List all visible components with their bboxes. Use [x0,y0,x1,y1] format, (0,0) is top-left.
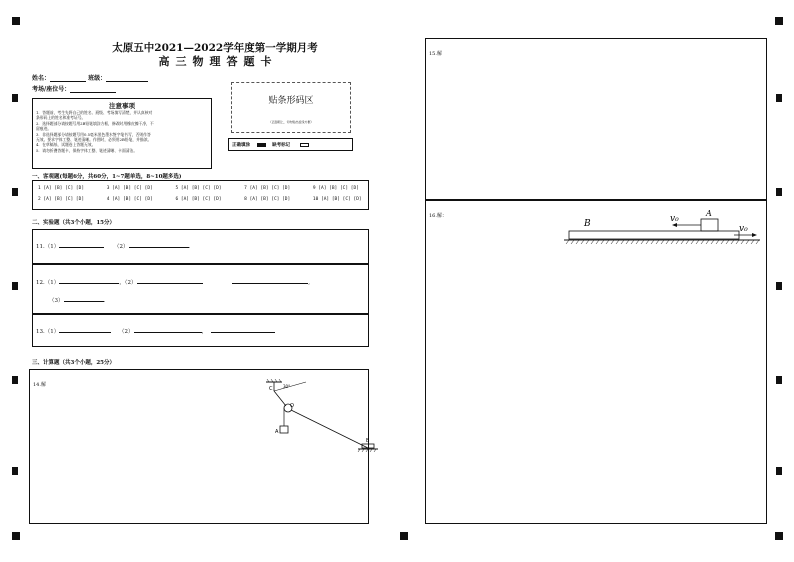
timing-mark [12,94,18,102]
ground-hatch [691,240,694,244]
choice-q3[interactable]: 3 [A] [B] [C] [D] [106,186,153,191]
choice-q10[interactable]: 10 [A] [B] [C] [D] [312,197,362,202]
ground-hatch [681,240,684,244]
corner-mark-mid-left [400,532,408,540]
ground-hatch [741,240,744,244]
timing-mark [12,282,18,290]
choice-box [32,180,369,210]
q12-end: , [308,280,310,286]
q16-label: 16.解： [429,213,447,219]
class-label: 班级： [88,75,107,82]
card-subtitle: 高三物理答题卡 [158,55,278,68]
q13-sep: ， [201,329,208,335]
corner-mark-br [775,532,783,540]
corner-mark-tl [12,17,20,25]
ground-hatch [711,240,714,244]
ground-hatch [616,240,619,244]
corner-mark-bl [12,532,20,540]
notice-line: 4．在草稿纸、试题卷上答题无效。 [36,142,96,148]
q13-answer-2[interactable] [134,328,202,333]
barcode-note: （正面朝上，切勿贴出虚线方框） [268,120,314,124]
notice-box [32,98,212,169]
q12-answer-2[interactable] [137,279,203,284]
q14-answer-box[interactable] [29,369,369,524]
ground-hatch [596,240,599,244]
exam-title: 太原五中2021—2022学年度第一学期月考 [112,42,318,54]
q12-answer-4[interactable] [64,297,104,302]
q15-answer-box[interactable] [425,38,767,200]
lab-q13-box [32,314,369,347]
lab-section-title: 二、实验题（共3个小题，15分） [32,220,115,226]
q13-label-1: 13.（1） [36,329,60,335]
ground-hatch [651,240,654,244]
q11-answer-1[interactable] [59,243,104,248]
ground-hatch [701,240,704,244]
ground-hatch [716,240,719,244]
choice-q5[interactable]: 5 [A] [B] [C] [D] [175,186,222,191]
ground-hatch [601,240,604,244]
ground-hatch [621,240,624,244]
notice-line: 2．选择题部分请按题号用2B铅笔填涂方框，修改时用橡皮擦干净，不 [36,120,154,126]
q11-label-2: （2） [114,244,129,250]
fig14-c: C [269,386,273,392]
q11-answer-2[interactable] [129,243,189,248]
exam-seat-field[interactable] [32,84,116,93]
q12-label-3: （3） [49,298,64,304]
lab-q12-box [32,264,369,314]
fig14-a: A [275,429,279,435]
timing-mark [12,188,18,196]
name-label: 姓名： [32,75,51,82]
notice-line: 留痕迹。 [36,126,52,132]
fig16-v-left: v₀ [670,214,679,224]
ground-hatch [646,240,649,244]
choice-q2[interactable]: 2 [A] [B] [C] [D] [38,197,85,202]
ground-hatch [611,240,614,244]
ground-hatch [746,240,749,244]
q12-label-2: ，（2） [119,280,137,286]
choice-q6[interactable]: 6 [A] [B] [C] [D] [175,197,222,202]
q12-answer-1[interactable] [59,279,119,284]
fig16-a: A [706,209,712,218]
ground-hatch [736,240,739,244]
ground-hatch [566,240,569,244]
q12-label-1: 12.（1） [36,280,60,286]
ground-hatch [696,240,699,244]
ground-hatch [676,240,679,244]
ground-hatch [626,240,629,244]
absent-checkbox[interactable] [300,143,309,147]
notice-title: 注意事项 [109,102,135,110]
ground-hatch [666,240,669,244]
q15-label: 15.解 [429,51,442,57]
calc-section-title: 三、计算题（共3个小题，25分） [32,360,115,366]
ground-hatch [721,240,724,244]
barcode-label: 贴条形码区 [268,96,314,106]
choice-q8[interactable]: 8 [A] [B] [C] [D] [244,197,291,202]
q11-label-1: 11.（1） [36,244,60,250]
ground-hatch [636,240,639,244]
q14-figure [258,378,378,468]
ground-hatch [756,240,759,244]
q13-label-2: （2） [119,329,134,335]
q16-figure [564,204,764,254]
choice-q9[interactable]: 9 [A] [B] [C] [D] [312,186,359,191]
ground-hatch [656,240,659,244]
fill-sample-icon [257,143,266,147]
ground-hatch [591,240,594,244]
q12-c-end: . [103,298,106,304]
fig14-o: O [290,403,294,409]
choice-q1[interactable]: 1 [A] [B] [C] [D] [38,186,85,191]
timing-mark [776,94,782,102]
ground-hatch [586,240,589,244]
timing-mark [776,467,782,475]
timing-mark [12,467,18,475]
ground-hatch [571,240,574,244]
choice-row [38,197,373,202]
q12-answer-3[interactable] [232,279,308,284]
q13-answer-1[interactable] [59,328,111,333]
notice-line: 3．非选择题部分请按题号用0.5毫米黑色墨水签字笔书写，否则作答 [36,131,151,137]
notice-line: 1．答题前，考生先将自己的姓名、班级、考场填写清楚，并认真核对 [36,110,153,115]
ground-hatch [661,240,664,244]
ground-hatch [631,240,634,244]
choice-q7[interactable]: 7 [A] [B] [C] [D] [244,186,291,191]
lab-q11-box [32,229,369,264]
ground-hatch [726,240,729,244]
q11-end: . [188,244,191,250]
fig16-v-right: v₀ [739,224,748,234]
fig16-b: B [584,219,591,229]
ground-hatch [576,240,579,244]
corner-mark-tr [775,17,783,25]
ground-hatch [581,240,584,244]
ground-hatch [731,240,734,244]
notice-line: 无效。要求字体工整、笔迹清晰。作图时，必须用2B铅笔，并描浓。 [36,137,152,143]
choice-section-title: 一、客观题(每题6分，共60分，1~7题单选，8~10题多选) [32,174,182,180]
fig14-b: B [366,438,370,444]
ground-hatch [706,240,709,244]
ground-hatch [751,240,754,244]
q16-answer-box[interactable] [425,200,767,524]
q14-label: 14.解 [33,382,46,388]
ground-hatch [641,240,644,244]
ground-hatch [686,240,689,244]
timing-mark [12,376,18,384]
ground-hatch [606,240,609,244]
notice-line: 条形码上的姓名和准考证号。 [36,115,86,121]
choice-row [38,186,373,191]
timing-mark [776,282,782,290]
absent-mark-label: 缺考标记 [272,143,291,148]
choice-q4[interactable]: 4 [A] [B] [C] [D] [106,197,153,202]
exam-seat-label: 考场/座位号： [32,86,71,93]
barcode-area [231,82,351,133]
fill-sample-box [228,138,353,151]
timing-mark [776,188,782,196]
fig14-angle: 30° [283,384,291,389]
fill-sample-label: 正确填涂 [232,143,250,148]
timing-mark [776,376,782,384]
notice-line: 5．请勿折叠答题卡，保持字体工整、笔迹清晰、卡面清洁。 [36,147,138,153]
q13-answer-3[interactable] [211,328,275,333]
ground-hatch [671,240,674,244]
name-field[interactable] [32,73,148,82]
